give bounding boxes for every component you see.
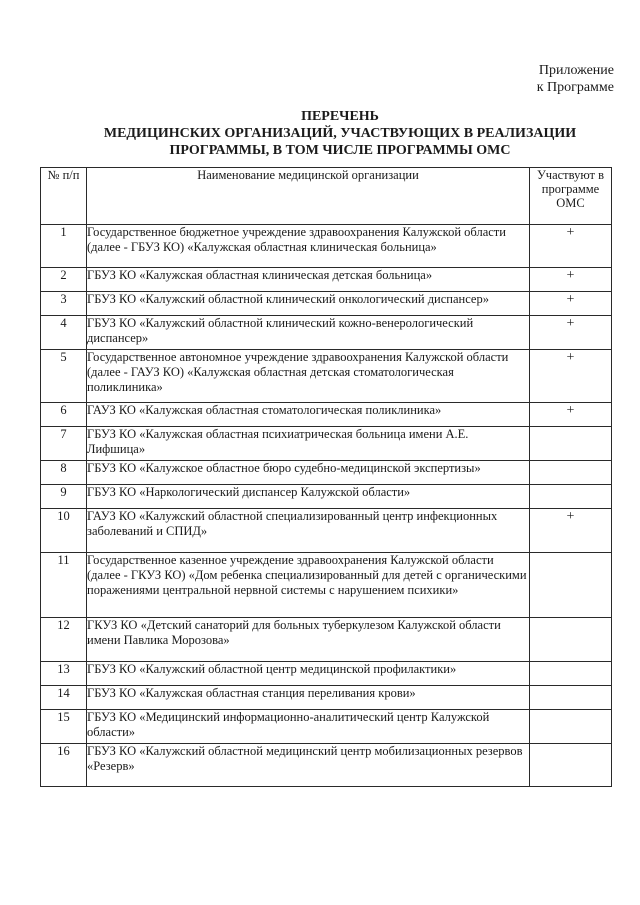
row-number: 2	[41, 268, 87, 292]
organization-name: ГБУЗ КО «Калужский областной клинический кожно-венерологический диспансер»	[87, 316, 530, 350]
row-number: 9	[41, 485, 87, 509]
row-number: 4	[41, 316, 87, 350]
row-number: 3	[41, 292, 87, 316]
table-row	[41, 618, 612, 662]
omc-mark	[530, 686, 612, 710]
row-number: 15	[41, 710, 87, 744]
table-row	[41, 686, 612, 710]
table-body	[41, 225, 612, 787]
row-number: 8	[41, 461, 87, 485]
organizations-table	[40, 167, 612, 787]
organization-name: ГБУЗ КО «Калужское областное бюро судебно-медицинской экспертизы»	[87, 461, 530, 485]
organization-name: Государственное бюджетное учреждение здравоохранения Калужской области (далее - ГБУЗ КО) «Калужская областная клиническая больница»	[87, 225, 530, 268]
organization-name: ГАУЗ КО «Калужская областная стоматологическая поликлиника»	[87, 403, 530, 427]
header-number: № п/п	[41, 168, 87, 225]
organization-name: ГБУЗ КО «Калужский областной центр медицинской профилактики»	[87, 662, 530, 686]
omc-mark: +	[530, 268, 612, 292]
table-row	[41, 225, 612, 268]
organization-name: ГБУЗ КО «Калужская областная станция переливания крови»	[87, 686, 530, 710]
omc-mark	[530, 744, 612, 787]
omc-mark: +	[530, 403, 612, 427]
organization-name: ГБУЗ КО «Наркологический диспансер Калужской области»	[87, 485, 530, 509]
organization-name: ГКУЗ КО «Детский санаторий для больных туберкулезом Калужской области имени Павлика Морозова»	[87, 618, 530, 662]
organization-name: ГБУЗ КО «Калужский областной клинический онкологический диспансер»	[87, 292, 530, 316]
title-line-3: ПРОГРАММЫ, В ТОМ ЧИСЛЕ ПРОГРАММЫ ОМС	[169, 143, 511, 158]
row-number: 14	[41, 686, 87, 710]
organization-name: Государственное автономное учреждение здравоохранения Калужской области (далее - ГАУЗ КО) «Калужская областная детская стоматологическая поликлиника»	[87, 350, 530, 403]
table-row	[41, 316, 612, 350]
omc-mark	[530, 618, 612, 662]
row-number: 13	[41, 662, 87, 686]
table-row	[41, 292, 612, 316]
omc-mark	[530, 710, 612, 744]
omc-mark	[530, 553, 612, 618]
row-number: 10	[41, 509, 87, 553]
omc-mark: +	[530, 292, 612, 316]
table-row	[41, 403, 612, 427]
organization-name: Государственное казенное учреждение здравоохранения Калужской области (далее - ГКУЗ КО) «Дом ребенка специализированный для детей с органическими поражениями центральной нервной системы с нарушением психики»	[87, 553, 530, 618]
row-number: 5	[41, 350, 87, 403]
row-number: 11	[41, 553, 87, 618]
table-row	[41, 268, 612, 292]
omc-mark	[530, 662, 612, 686]
header-omc-participation: Участвуют в программе ОМС	[530, 168, 612, 225]
table-row	[41, 509, 612, 553]
table-row	[41, 662, 612, 686]
header-organization-name: Наименование медицинской организации	[87, 168, 530, 225]
table-row	[41, 710, 612, 744]
appendix-note	[537, 62, 614, 96]
omc-mark: +	[530, 509, 612, 553]
row-number: 7	[41, 427, 87, 461]
omc-mark	[530, 461, 612, 485]
organization-name: ГБУЗ КО «Медицинский информационно-аналитический центр Калужской области»	[87, 710, 530, 744]
appendix-line-1: Приложение	[538, 63, 614, 78]
row-number: 16	[41, 744, 87, 787]
organization-name: ГАУЗ КО «Калужский областной специализированный центр инфекционных заболеваний и СПИД»	[87, 509, 530, 553]
organization-name: ГБУЗ КО «Калужский областной медицинский центр мобилизационных резервов «Резерв»	[87, 744, 530, 787]
row-number: 1	[41, 225, 87, 268]
document-title	[60, 108, 620, 159]
organization-name: ГБУЗ КО «Калужская областная клиническая детская больница»	[87, 268, 530, 292]
appendix-line-2: к Программе	[536, 80, 614, 95]
omc-mark	[530, 427, 612, 461]
title-line-2: МЕДИЦИНСКИХ ОРГАНИЗАЦИЙ, УЧАСТВУЮЩИХ В РЕАЛИЗАЦИИ	[103, 126, 577, 141]
omc-mark	[530, 485, 612, 509]
table-header-row	[41, 168, 612, 225]
table-row	[41, 485, 612, 509]
table-row	[41, 553, 612, 618]
table-row	[41, 744, 612, 787]
organization-name: ГБУЗ КО «Калужская областная психиатрическая больница имени А.Е. Лифшица»	[87, 427, 530, 461]
row-number: 12	[41, 618, 87, 662]
omc-mark: +	[530, 225, 612, 268]
table-row	[41, 427, 612, 461]
row-number: 6	[41, 403, 87, 427]
table-row	[41, 350, 612, 403]
table-row	[41, 461, 612, 485]
title-line-1: ПЕРЕЧЕНЬ	[301, 109, 379, 124]
omc-mark: +	[530, 316, 612, 350]
omc-mark: +	[530, 350, 612, 403]
